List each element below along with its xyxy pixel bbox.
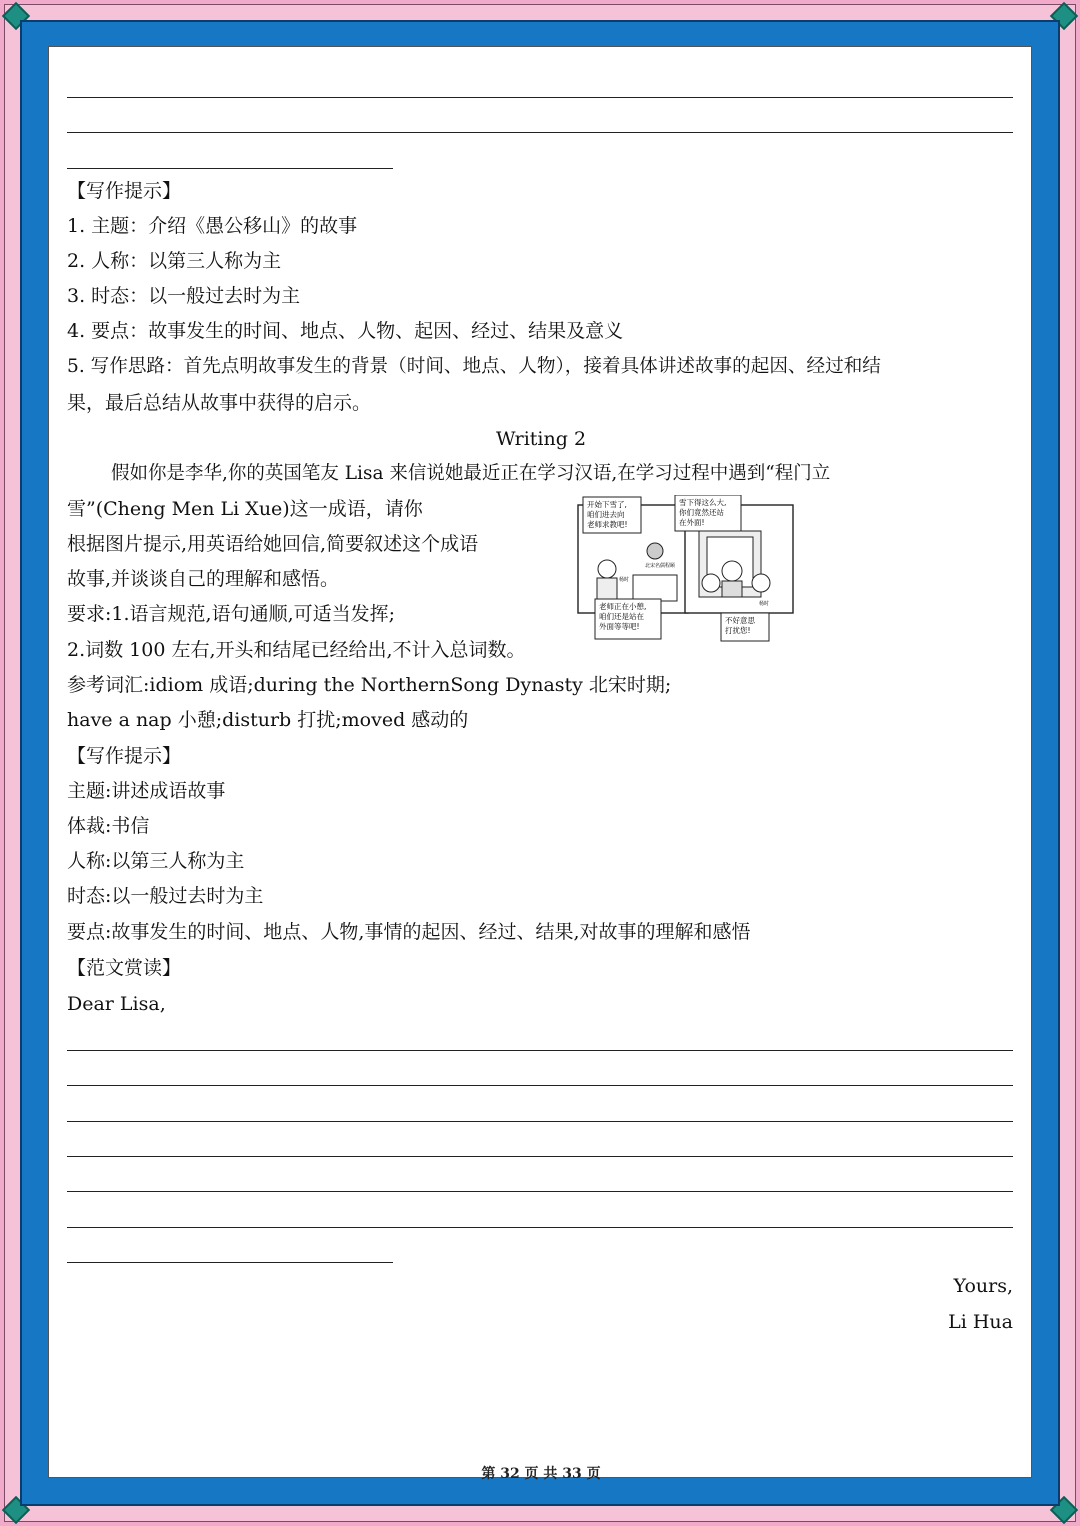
answer-line — [67, 132, 1013, 133]
figure-label: 杨时 — [619, 577, 630, 583]
bubble-text: 开始下雪了,咱们进去向老师求教吧! — [587, 500, 628, 529]
tip-item: 2. 人称：以第三人称为主 — [67, 250, 282, 272]
prompt-line: 参考词汇:idiom 成语;during the NorthernSong Dynasty 北宋时期; — [67, 674, 672, 696]
prompt-line: 根据图片提示,用英语给她回信,简要叙述这个成语 — [67, 533, 479, 555]
bubble-text: 不好意思打扰您! — [725, 616, 755, 635]
prompt-line: 假如你是李华,你的英国笔友 Lisa 来信说她最近正在学习汉语,在学习过程中遇到“程门立 — [111, 463, 831, 484]
bubble-text: 老师正在小憩,咱们还是站在外面等等吧! — [599, 602, 647, 631]
letter-signature: Li Hua — [948, 1311, 1013, 1333]
tips-heading: 【写作提示】 — [67, 745, 182, 767]
answer-line — [67, 1156, 1013, 1157]
answer-line — [67, 97, 1013, 98]
tip-item: 5. 写作思路：首先点明故事发生的背景（时间、地点、人物），接着具体讲述故事的起因、经过和结 — [67, 356, 881, 377]
answer-line — [67, 1227, 1013, 1228]
tip-item: 3. 时态：以一般过去时为主 — [67, 285, 301, 307]
answer-line — [67, 1050, 1013, 1051]
tip-item: 1. 主题：介绍《愚公移山》的故事 — [67, 215, 358, 237]
prompt-line: 2.词数 100 左右,开头和结尾已经给出,不计入总词数。 — [67, 639, 526, 661]
letter-closing: Yours, — [953, 1275, 1013, 1297]
prompt-line: 要求:1.语言规范,语句通顺,可适当发挥; — [67, 603, 396, 625]
figure-label: 北宋名儒程颐 — [645, 563, 676, 569]
tip-item: 主题:讲述成语故事 — [67, 780, 226, 802]
answer-line — [67, 1191, 1013, 1192]
tip-item: 4. 要点：故事发生的时间、地点、人物、起因、经过、结果及意义 — [67, 320, 624, 342]
answer-line — [67, 1085, 1013, 1086]
tip-item: 要点:故事发生的时间、地点、人物,事情的起因、经过、结果,对故事的理解和感悟 — [67, 921, 751, 943]
prompt-line: 雪”(Cheng Men Li Xue)这一成语，请你 — [67, 498, 423, 520]
cartoon-illustration — [577, 495, 795, 645]
answer-line — [67, 168, 393, 169]
page-footer: 第 32 页 共 33 页 — [481, 1466, 601, 1482]
bubble-text: 雪下得这么大,你们竟然还站在外面! — [679, 498, 727, 527]
figure-label: 杨时 — [759, 601, 770, 607]
section-title: Writing 2 — [495, 428, 587, 450]
model-heading: 【范文赏读】 — [67, 957, 182, 979]
tip-item: 果，最后总结从故事中获得的启示。 — [67, 392, 372, 414]
letter-greeting: Dear Lisa, — [67, 993, 166, 1015]
tip-item: 时态:以一般过去时为主 — [67, 885, 264, 907]
tip-item: 体裁:书信 — [67, 815, 150, 837]
answer-line — [67, 1262, 393, 1263]
tips-heading: 【写作提示】 — [67, 180, 182, 202]
answer-line — [67, 1121, 1013, 1122]
prompt-line: 故事,并谈谈自己的理解和感悟。 — [67, 568, 340, 590]
page — [48, 46, 1032, 1482]
tip-item: 人称:以第三人称为主 — [67, 850, 245, 872]
prompt-line: have a nap 小憩;disturb 打扰;moved 感动的 — [67, 709, 469, 731]
